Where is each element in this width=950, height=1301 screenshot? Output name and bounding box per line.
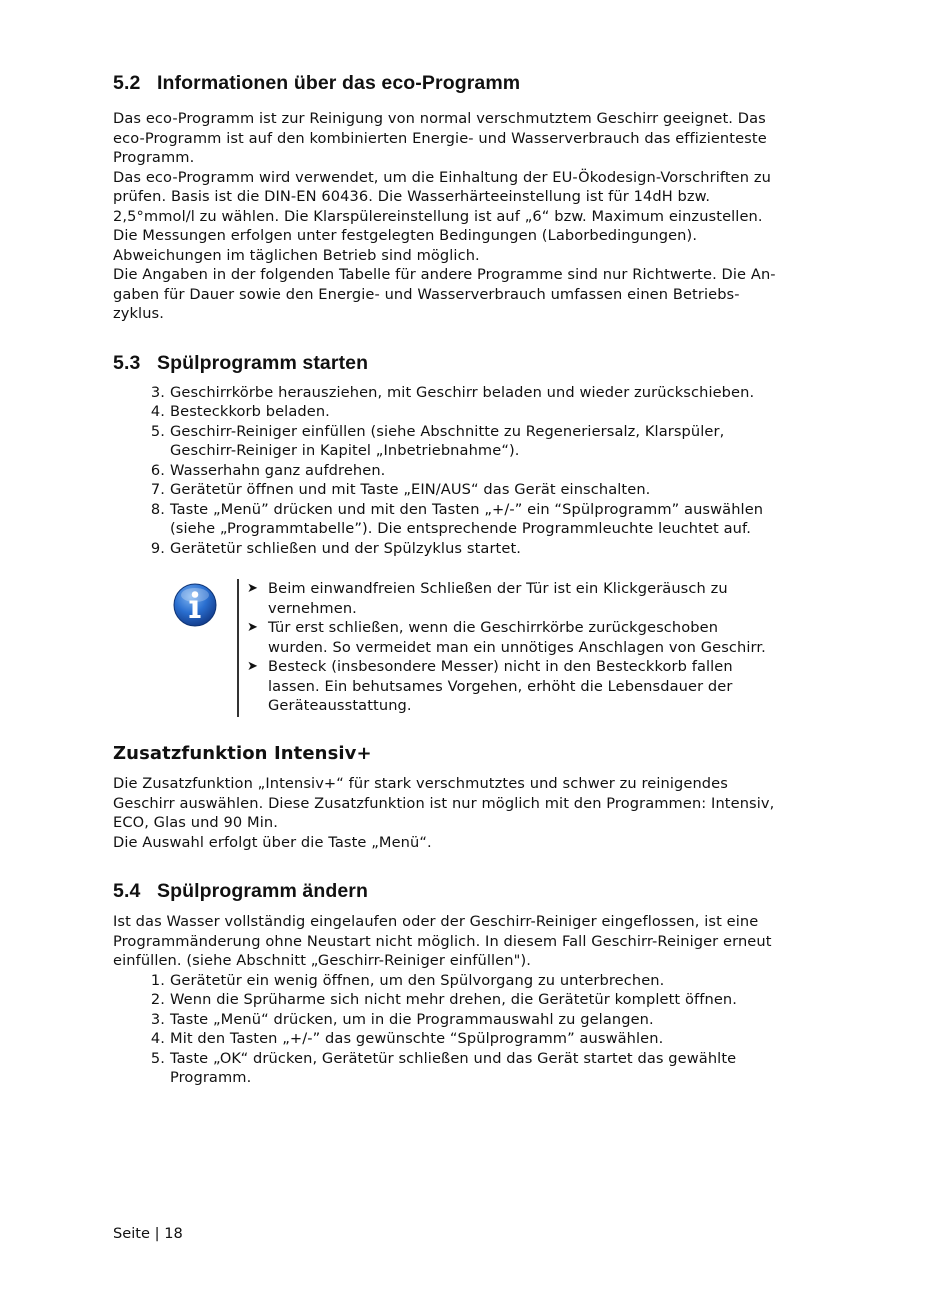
- arrow-bullet-icon: ➤: [247, 581, 258, 596]
- text-line: Abweichungen im täglichen Betrieb sind möglich.: [113, 246, 480, 264]
- text-line: Programmänderung ohne Neustart nicht möglich. In diesem Fall Geschirr-Reiniger erneut: [113, 932, 772, 950]
- note-text: Beim einwandfreien Schließen der Tür ist ein Klickgeräusch zu: [268, 580, 728, 597]
- change-steps-list: [113, 971, 843, 1088]
- info-note: [171, 579, 843, 717]
- step-number: 3.: [150, 383, 165, 401]
- note-bullet: [247, 618, 817, 657]
- text-line: eco-Programm ist auf den kombinierten Energie- und Wasserverbrauch das effizienteste: [113, 129, 767, 147]
- step-number: 7.: [150, 481, 165, 498]
- arrow-bullet-icon: ➤: [247, 620, 258, 635]
- text-line: Die Zusatzfunktion „Intensiv+“ für stark verschmutztes und schwer zu reinigendes: [113, 775, 728, 792]
- section-title: Informationen über das eco-Programm: [157, 72, 521, 94]
- text-line: gaben für Dauer sowie den Energie- und Wasserverbrauch umfassen einen Betriebs-: [113, 285, 740, 303]
- text-line: ECO, Glas und 90 Min.: [113, 814, 278, 831]
- step-number: 5.: [150, 1049, 165, 1067]
- step-text: Programm.: [170, 1069, 252, 1086]
- note-text: lassen. Ein behutsames Vorgehen, erhöht die Lebensdauer der: [268, 677, 733, 695]
- info-icon: [173, 583, 217, 627]
- step-text: Gerätetür schließen und der Spülzyklus startet.: [170, 539, 522, 557]
- step-number: 8.: [150, 500, 165, 518]
- text-line: Programm.: [113, 149, 195, 166]
- list-item: [113, 1049, 843, 1088]
- step-number: 4.: [150, 1030, 165, 1047]
- note-bullet: [247, 579, 817, 618]
- section-5-3-heading: [113, 350, 843, 376]
- step-text: (siehe „Programmtabelle”). Die entsprechende Programmleuchte leuchtet auf.: [170, 520, 751, 537]
- note-bullet: [247, 657, 817, 716]
- start-steps-list: [113, 383, 843, 559]
- list-item: [113, 500, 843, 539]
- note-text: wurden. So vermeidet man ein unnötiges Anschlagen von Geschirr.: [268, 638, 766, 656]
- text-line: prüfen. Basis ist die DIN-EN 60436. Die Wasserhärteeinstellung ist für 14dH bzw.: [113, 188, 711, 205]
- step-number: 6.: [150, 461, 165, 479]
- section-title: Spülprogramm starten: [157, 351, 369, 374]
- text-line: Ist das Wasser vollständig eingelaufen oder der Geschirr-Reiniger eingeflossen, ist eine: [113, 913, 759, 930]
- section-5-4-body: [113, 912, 843, 971]
- step-text: Besteckkorb beladen.: [170, 403, 330, 420]
- text-line: einfüllen. (siehe Abschnitt „Geschirr-Reiniger einfüllen").: [113, 952, 531, 969]
- step-number: 5.: [150, 422, 165, 440]
- note-text: vernehmen.: [268, 599, 357, 617]
- section-5-2-body: [113, 109, 843, 324]
- list-item: [113, 461, 843, 481]
- note-divider: [237, 579, 239, 717]
- step-text: Gerätetür öffnen und mit Taste „EIN/AUS“ das Gerät einschalten.: [170, 481, 651, 498]
- step-text: Taste „Menü“ drücken, um in die Programmauswahl zu gelangen.: [170, 1010, 654, 1028]
- step-text: Mit den Tasten „+/-” das gewünschte “Spülprogramm” auswählen.: [170, 1030, 664, 1047]
- list-item: [113, 539, 843, 559]
- list-item: [113, 990, 843, 1010]
- step-number: 3.: [150, 1010, 165, 1028]
- text-line: Die Auswahl erfolgt über die Taste „Menü“.: [113, 833, 432, 851]
- step-text: Wenn die Sprüharme sich nicht mehr drehen, die Gerätetür komplett öffnen.: [170, 991, 737, 1008]
- text-line: Das eco-Programm wird verwendet, um die Einhaltung der EU-Ökodesign-Vorschriften zu: [113, 168, 771, 186]
- step-number: 1.: [150, 971, 165, 989]
- text-line: Die Angaben in der folgenden Tabelle für andere Programme sind nur Richtwerte. Die An-: [113, 266, 776, 283]
- text-line: zyklus.: [113, 305, 164, 322]
- intensiv-body: [113, 774, 843, 852]
- list-item: [113, 971, 843, 991]
- step-text: Gerätetür ein wenig öffnen, um den Spülvorgang zu unterbrechen.: [170, 971, 665, 989]
- page-footer: Seite | 18: [113, 1225, 183, 1242]
- text-line: Geschirr auswählen. Diese Zusatzfunktion ist nur möglich mit den Programmen: Intensiv,: [113, 794, 775, 812]
- list-item: [113, 402, 843, 422]
- step-text: Taste „OK“ drücken, Gerätetür schließen und das Gerät startet das gewählte: [170, 1049, 737, 1067]
- text-line: Das eco-Programm ist zur Reinigung von normal verschmutztem Geschirr geeignet. Das: [113, 110, 766, 127]
- step-number: 9.: [150, 539, 165, 557]
- text-line: 2,5°mmol/l zu wählen. Die Klarspülereinstellung ist auf „6“ bzw. Maximum einzustellen.: [113, 207, 763, 225]
- section-5-4-heading: [113, 878, 843, 904]
- section-number: 5.3: [113, 351, 141, 374]
- text-line: Die Messungen erfolgen unter festgelegten Bedingungen (Laborbedingungen).: [113, 227, 698, 244]
- section-number: 5.4: [113, 880, 141, 902]
- note-bullets: [247, 579, 817, 716]
- section-title: Spülprogramm ändern: [157, 880, 369, 902]
- arrow-bullet-icon: ➤: [247, 659, 258, 674]
- step-text: Geschirrkörbe herausziehen, mit Geschirr beladen und wieder zurückschieben.: [170, 383, 755, 401]
- list-item: [113, 480, 843, 500]
- note-text: Tür erst schließen, wenn die Geschirrkörbe zurückgeschoben: [268, 619, 719, 636]
- section-number: 5.2: [113, 72, 141, 94]
- section-5-2-heading: [113, 70, 843, 96]
- intensiv-heading: Zusatzfunktion Intensiv+: [113, 743, 372, 764]
- step-text: Geschirr-Reiniger in Kapitel „Inbetriebnahme“).: [170, 442, 520, 459]
- list-item: [113, 1029, 843, 1049]
- step-text: Wasserhahn ganz aufdrehen.: [170, 461, 386, 479]
- step-text: Geschirr-Reiniger einfüllen (siehe Abschnitte zu Regeneriersalz, Klarspüler,: [170, 422, 725, 440]
- page-content: [113, 70, 843, 1088]
- step-number: 2.: [150, 991, 165, 1008]
- step-text: Taste „Menü” drücken und mit den Tasten „+/-” ein “Spülprogramm” auswählen: [170, 500, 764, 518]
- note-text: Geräteausstattung.: [268, 697, 412, 714]
- note-text: Besteck (insbesondere Messer) nicht in den Besteckkorb fallen: [268, 658, 733, 675]
- list-item: [113, 1010, 843, 1030]
- step-number: 4.: [150, 403, 165, 420]
- list-item: [113, 422, 843, 461]
- list-item: [113, 383, 843, 403]
